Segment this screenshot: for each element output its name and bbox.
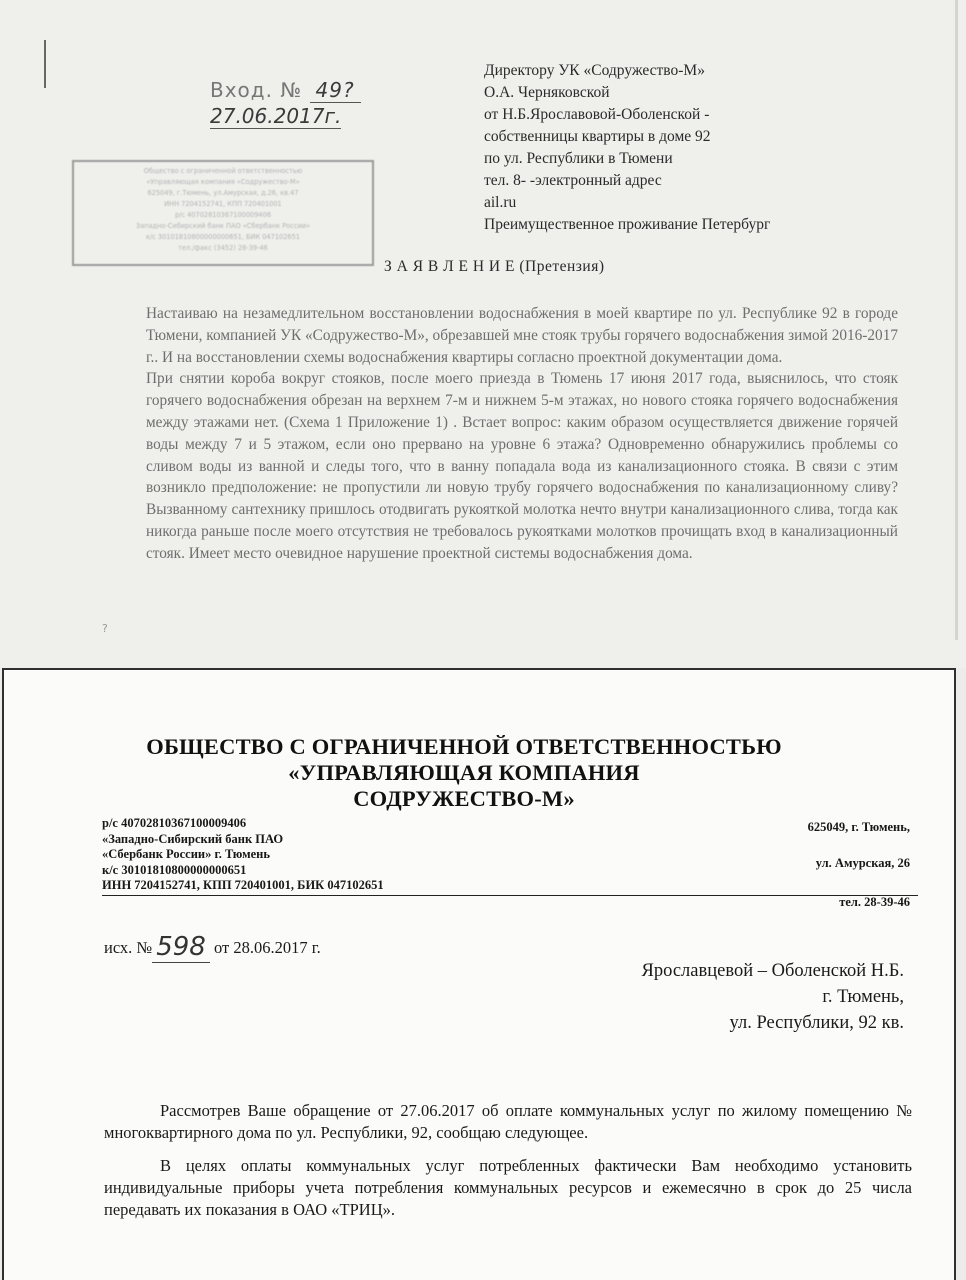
addressee-block (484, 60, 924, 236)
outgoing-number-line (104, 932, 321, 962)
org-title-line: СОДРУЖЕСТВО-М» (353, 786, 575, 811)
addressee-line: от Н.Б.Ярославовой-Оболенской - (484, 106, 710, 123)
bank-line: р/с 40702810367100009406 (102, 816, 247, 830)
margin-note: ? (102, 622, 108, 635)
outgoing-number: 598 (152, 932, 210, 963)
response-paragraph: В целях оплаты коммунальных услуг потребленных фактически Вам необходимо установить индивидуальные приборы учета потребления коммунальных ресурсов и ежемесячно в срок до 25 числа передавать их показания в ОАО «ТРИЦ». (104, 1156, 912, 1219)
bank-line: «Западно-Сибирский банк ПАО (102, 831, 284, 846)
outgoing-date: от 28.06.2017 г. (213, 938, 321, 957)
incoming-date: 27.06.2017г. (210, 104, 342, 128)
stamp-line: ИНН 7204152741, КПП 720401001 (164, 200, 282, 208)
incoming-registration-mark (210, 78, 390, 128)
claim-title: З А Я В Л Е Н И Е (Претензия) (384, 258, 605, 275)
addressee-line: тел. 8- -электронный адрес (484, 172, 662, 189)
scan-edge (955, 0, 958, 640)
stamp-line: «Управляющая компания «Содружество-М» (146, 178, 300, 186)
address-city: 625049, г. Тюмень, (807, 820, 910, 834)
recipient-line: Ярославцевой – Оболенской Н.Б. (641, 961, 904, 981)
bank-line: ИНН 7204152741, КПП 720401001, БИК 047102651 (102, 878, 918, 896)
response-paragraph: Рассмотрев Ваше обращение от 27.06.2017 об оплате коммунальных услуг по жилому помещению № многоквартирного дома по ул. Республики, 92, сообщаю следующее. (104, 1101, 912, 1142)
margin-mark (44, 40, 46, 88)
addressee-line: Преимущественное проживание Петербург (484, 216, 771, 233)
organization-title (4, 734, 924, 812)
claim-body (146, 303, 898, 565)
addressee-line: по ул. Республики в Тюмени (484, 150, 673, 167)
addressee-line: собственницы квартиры в доме 92 (484, 128, 711, 145)
stamp-line: р/с 40702810367100009406 (174, 211, 272, 219)
claim-paragraph: Настаиваю на незамедлительном восстановлении водоснабжения в моей квартире по ул. Республике 92 в городе Тюмени, компанией УК «Содружество-М», обрезавшей мне стояк трубы горячего водоснабжения зимой 2016-2017 г.. И на восстановлении схемы водоснабжения квартиры согласно проектной документации дома. (146, 305, 898, 366)
address-street: ул. Амурская, 26 (815, 856, 910, 870)
recipient-line: ул. Республики, 92 кв. (729, 1013, 904, 1033)
addressee-line: ail.ru (484, 194, 517, 211)
stamp-line: Западно-Сибирский банк ПАО «Сбербанк России» (135, 222, 311, 230)
bank-line: к/с 30101810800000000651 (102, 862, 247, 877)
stamp-line: к/с 30101810800000000651, БИК 047102651 (145, 233, 300, 241)
incoming-number: 49? (310, 78, 361, 103)
addressee-line: О.А. Черняковской (484, 84, 610, 101)
stamp-line: Общество с ограниченной ответственностью (143, 167, 303, 175)
stamp-line: тел./факс (3452) 28-39-46 (178, 244, 268, 252)
org-title-line: «УПРАВЛЯЮЩАЯ КОМПАНИЯ (288, 760, 640, 785)
recipient-block (642, 958, 904, 1036)
response-body (104, 1100, 912, 1232)
response-letter (2, 668, 956, 1280)
stamp-line: 625049, г.Тюмень, ул.Амурская, д.26, кв.47 (147, 189, 299, 197)
company-stamp (72, 160, 374, 266)
addressee-line: Директору УК «Содружество-М» (484, 62, 705, 79)
org-title-line: ОБЩЕСТВО С ОГРАНИЧЕННОЙ ОТВЕТСТВЕННОСТЬЮ (146, 734, 782, 759)
claim-paragraph: При снятии короба вокруг стояков, после моего приезда в Тюмень 17 июня 2017 года, выяснилось, что стояк горячего водоснабжения обрезан на верхнем 7-м и нижнем 5-м этажах, но нового стояка горячего водоснабжения между этажами нет. (Схема 1 Приложение 1) . Встает вопрос: каким образом осуществляется движение горячей воды между 7 и 5 этажом, если оно прервано на уровне 6 этажа? Одновременно обнаружились проблемы со сливом воды из ванной и следы того, что в ванну попадала вода из канализационного стояка. В связи с этим возникло предположение: не пропустили ли новую трубу горячего водоснабжения по канализационному сливу? Вызванному сантехнику пришлось отодвигать рукояткой молотка нечто внутри канализационного слива, тогда как никогда раньше после моего отсутствия не требовалось рукоятками молотков прочищать вход в канализационный стояк. Имеет место очевидное нарушение проектной системы водоснабжения дома. (146, 370, 898, 562)
bank-details (102, 816, 918, 896)
recipient-line: г. Тюмень, (822, 987, 904, 1007)
incoming-label: Вход. № (210, 78, 303, 102)
bank-line: «Сбербанк России» г. Тюмень (102, 847, 270, 861)
outgoing-label: исх. № (104, 938, 153, 957)
company-phone: тел. 28-39-46 (839, 895, 910, 909)
